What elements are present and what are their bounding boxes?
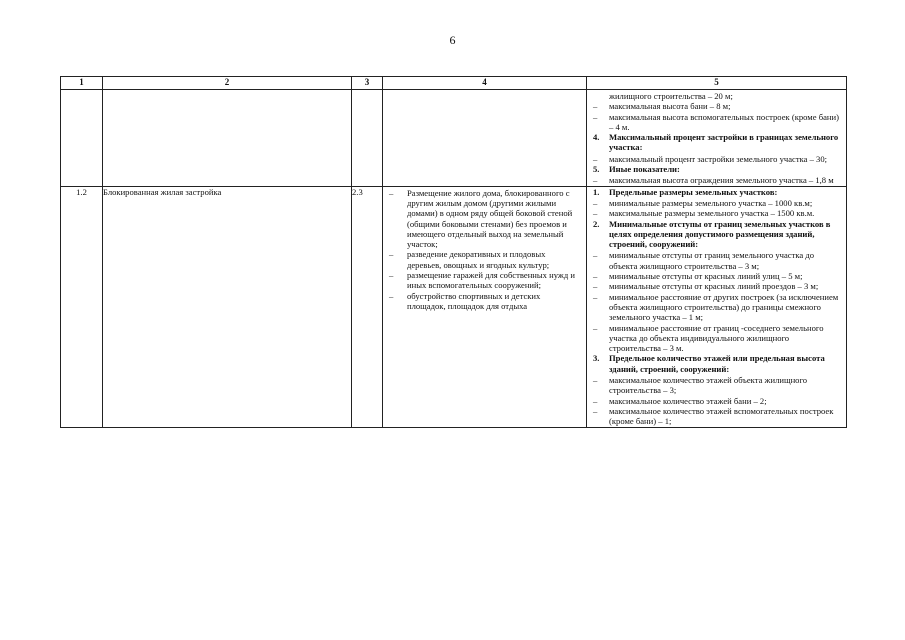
header-col-5: 5 bbox=[587, 77, 847, 90]
row2-col2: Блокированная жилая застройка bbox=[103, 186, 352, 427]
section-heading-text: Предельные размеры земельных участков: bbox=[609, 186, 778, 197]
section-heading bbox=[587, 353, 846, 374]
list-item: – максимальное количество этажей объекта жилищного строительства – 3; bbox=[587, 375, 846, 396]
list-item: – максимальное количество этажей вспомогательных построек (кроме бани) – 1; bbox=[587, 406, 846, 427]
section-number: 4. bbox=[593, 132, 600, 143]
list-item: – минимальные отступы от красных линий улиц – 5 м; bbox=[587, 271, 846, 281]
row1-col1 bbox=[61, 90, 103, 187]
list-item: – максимальные размеры земельного участка – 1500 кв.м. bbox=[587, 208, 846, 218]
page-number: 6 bbox=[449, 33, 456, 47]
table-header-row bbox=[61, 77, 847, 90]
row2-col4 bbox=[383, 186, 587, 427]
list-item: – разведение декоративных и плодовых деревьев, овощных и ягодных культур; bbox=[383, 249, 586, 270]
row1-col3 bbox=[352, 90, 383, 187]
header-col-1: 1 bbox=[61, 77, 103, 90]
zoning-regulations-table bbox=[60, 76, 847, 428]
header-col-2: 2 bbox=[103, 77, 352, 90]
row1-col4 bbox=[383, 90, 587, 187]
section-heading-text: Минимальные отступы от границ земельных участков в целях определения допустимого размещения зданий, строений, сооружений: bbox=[609, 218, 831, 250]
section-heading bbox=[587, 219, 846, 250]
list-item: – минимальное расстояние от других построек (за исключением объекта жилищного строительства) до границы смежного земельного участка – 1 м; bbox=[587, 292, 846, 323]
row2-col1: 1.2 bbox=[61, 186, 103, 427]
section-number: 5. bbox=[593, 164, 600, 175]
list-item: жилищного строительства – 20 м; bbox=[609, 91, 733, 101]
section-heading bbox=[587, 187, 846, 197]
list-item: – минимальные размеры земельного участка – 1000 кв.м; bbox=[587, 198, 846, 208]
row2-col3: 2.3 bbox=[352, 186, 383, 427]
header-col-4: 4 bbox=[383, 77, 587, 90]
list-item: – Размещение жилого дома, блокированного с другим жилым домом (другими жилыми домами) в одном ряду общей боковой стеной (общими боковыми стенами) без проемов и имеющего отдельный выход на земельный участок; bbox=[383, 188, 586, 250]
table-row bbox=[61, 186, 847, 427]
row1-col2 bbox=[103, 90, 352, 187]
section-number: 2. bbox=[593, 218, 600, 229]
section-heading-text: Предельное количество этажей или предельная высота зданий, строений, сооружений: bbox=[609, 353, 825, 374]
list-item: – максимальная высота вспомогательных построек (кроме бани) – 4 м. bbox=[587, 112, 846, 133]
list-item: – минимальное расстояние от границ -соседнего земельного участка до объекта индивидуального жилищного строительства – 3 м. bbox=[587, 323, 846, 354]
section-heading-text: Максимальный процент застройки в границах земельного участка: bbox=[609, 132, 839, 153]
section-heading bbox=[587, 132, 846, 153]
list-item: – обустройство спортивных и детских площадок, площадок для отдыха bbox=[383, 291, 586, 312]
row1-col5 bbox=[587, 90, 847, 187]
list-item: – минимальные отступы от границ земельного участка до объекта жилищного строительства – 3 м; bbox=[587, 250, 846, 271]
list-item: – максимальное количество этажей бани – 2; bbox=[587, 396, 846, 406]
section-heading bbox=[587, 164, 846, 174]
row2-col5 bbox=[587, 186, 847, 427]
list-item: – максимальный процент застройки земельного участка – 30; bbox=[587, 154, 846, 164]
section-number: 3. bbox=[593, 353, 600, 364]
section-number: 1. bbox=[593, 186, 600, 197]
list-item: – минимальные отступы от красных линий проездов – 3 м; bbox=[587, 281, 846, 291]
list-item: – максимальная высота бани – 8 м; bbox=[587, 101, 846, 111]
list-item: – размещение гаражей для собственных нужд и иных вспомогательных сооружений; bbox=[383, 270, 586, 291]
table-row bbox=[61, 90, 847, 187]
list-item: – максимальная высота ограждения земельного участка – 1,8 м bbox=[587, 175, 846, 185]
section-heading-text: Иные показатели: bbox=[609, 164, 680, 175]
header-col-3: 3 bbox=[352, 77, 383, 90]
